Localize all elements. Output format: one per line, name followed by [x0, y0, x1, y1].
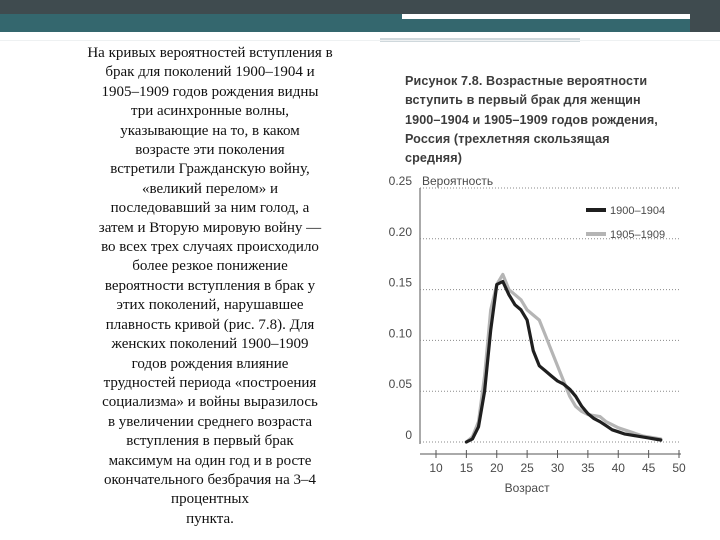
x-tick-label: 10 [429, 461, 443, 475]
x-tick-label: 30 [550, 461, 565, 475]
paragraph-line: последовавший за ним голод, а [110, 200, 310, 217]
paragraph-line: максимум на один год и в росте [108, 452, 312, 469]
caption-line: Рисунок 7.8. Возрастные вероятности [405, 74, 648, 88]
top-corner-block [690, 0, 720, 32]
paragraph-line: социализма» и войны выразилось [102, 394, 318, 411]
x-tick-label: 25 [520, 461, 534, 475]
paragraph-line: возрасте эти поколения [135, 142, 285, 159]
paragraph-line: в увеличении среднего возраста [107, 413, 313, 430]
top-accent-stripe [402, 14, 720, 19]
paragraph-line: брак для поколений 1900–1904 и [105, 64, 315, 81]
paragraph-line: годов рождения влияние [131, 355, 289, 372]
caption-line: вступить в первый брак для женщин [405, 93, 641, 108]
legend-label: 1905–1909 [610, 229, 666, 241]
figure-7-8 [388, 70, 706, 540]
paragraph-line: женских поколений 1900–1909 [111, 336, 309, 353]
top-decor-bar [0, 0, 720, 14]
y-tick-label: 0.10 [388, 326, 412, 341]
paragraph-line: вступления в первый брак [126, 433, 294, 450]
y-tick-label: 0.20 [388, 224, 412, 239]
y-tick-label: 0.15 [388, 275, 412, 290]
header-divider [0, 40, 720, 41]
paragraph-line: встретили Гражданскую войну, [110, 161, 310, 178]
paragraph-line: плавность кривой (рис. 7.8). Для [105, 316, 315, 333]
paragraph-line: затем и Вторую мировую войну — [98, 219, 322, 236]
paragraph-line: три асинхронные волны, [130, 103, 290, 120]
paragraph-line: пункта. [186, 510, 234, 527]
x-tick-label: 35 [581, 461, 595, 475]
paragraph-line: вероятности вступления в брак у [104, 277, 316, 294]
paragraph-line: На кривых вероятностей вступления в [87, 45, 333, 61]
paragraph-line: этих поколений, нарушавшее [116, 297, 304, 314]
paragraph-line: процентных [171, 491, 249, 508]
paragraph-line: 1905–1909 годов рождения видны [101, 83, 319, 100]
paragraph-line: окончательного безбрачия на 3–4 [103, 471, 316, 488]
legend-label: 1900–1904 [610, 205, 666, 217]
y-tick-label: 0.25 [388, 174, 412, 188]
x-tick-label: 15 [459, 461, 474, 475]
body-text [40, 44, 380, 529]
series-line-19001904 [466, 282, 660, 443]
paragraph-line: трудностей периода «построения [103, 374, 317, 391]
marriage-probability-chart [388, 70, 706, 540]
caption-line: Россия (трехлетняя скользящая [405, 131, 610, 146]
paragraph-line: указывающие на то, в каком [120, 122, 300, 139]
paragraph-line: во всех трех случаях происходило [101, 239, 319, 256]
paragraph-line: более резкое понижение [132, 258, 288, 275]
x-tick-label: 40 [611, 461, 625, 475]
y-tick-label: 0.05 [388, 377, 412, 392]
x-tick-label: 20 [490, 461, 504, 475]
caption-line: средняя) [405, 151, 462, 166]
x-tick-label: 50 [672, 461, 686, 475]
y-tick-label: 0 [405, 428, 412, 442]
x-tick-label: 45 [641, 461, 656, 475]
y-axis-title: Вероятность [422, 174, 494, 188]
x-axis-title: Возраст [504, 481, 550, 495]
caption-line: 1900–1904 и 1905–1909 годов рождения, [405, 112, 658, 127]
paragraph-line: «великий перелом» и [141, 180, 279, 197]
